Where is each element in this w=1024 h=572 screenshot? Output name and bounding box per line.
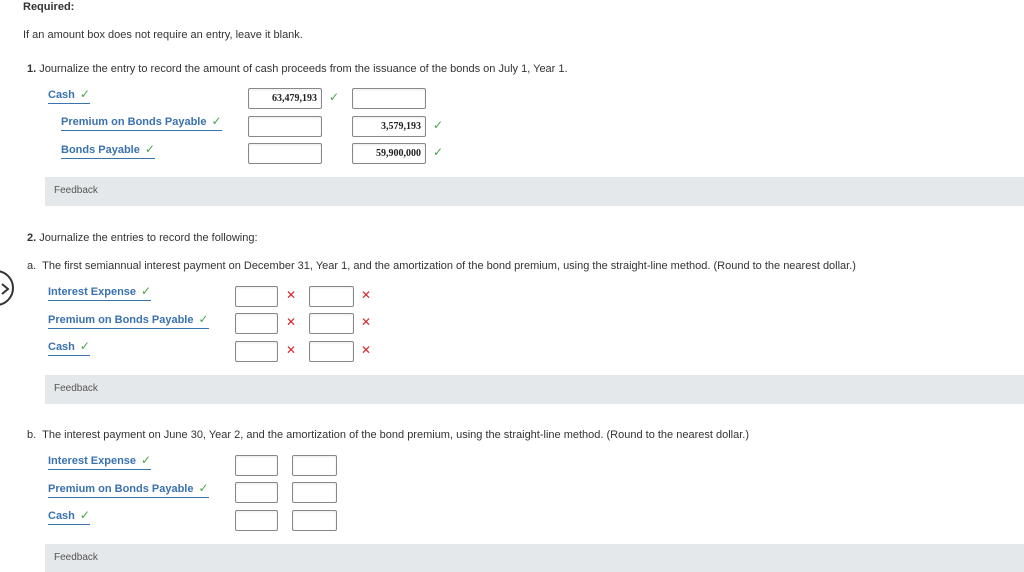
q2b-account-cash[interactable]: [48, 508, 90, 525]
account-label: Premium on Bonds Payable: [61, 116, 207, 128]
account-label: Cash: [48, 510, 75, 522]
q2b-interest-credit-input[interactable]: [292, 455, 337, 476]
x-mark-icon: ✕: [361, 315, 372, 329]
q1-premium-credit-input[interactable]: 3,579,193: [352, 116, 426, 137]
q2-text: Journalize the entries to record the following:: [39, 232, 258, 244]
q2b-premium-debit-input[interactable]: [235, 482, 278, 503]
q2b-letter: b.: [27, 429, 37, 441]
q2b-premium-credit-input[interactable]: [292, 482, 337, 503]
check-icon: ✓: [433, 145, 444, 159]
account-label: Interest Expense: [48, 455, 137, 467]
account-label: Cash: [48, 89, 75, 101]
q1-account-bonds-payable[interactable]: [61, 142, 155, 159]
x-mark-icon: ✕: [286, 343, 297, 357]
q1-feedback-panel[interactable]: [45, 177, 1024, 206]
q2a-premium-debit-input[interactable]: [235, 313, 278, 334]
x-mark-icon: ✕: [361, 343, 372, 357]
check-icon: ✓: [433, 118, 444, 132]
q1-prompt: [27, 63, 568, 75]
q2-number: 2.: [27, 232, 37, 244]
q2b-prompt: [27, 429, 749, 441]
check-icon: ✓: [79, 339, 90, 353]
chevron-right-icon: [0, 283, 10, 295]
q2b-feedback-panel[interactable]: [45, 544, 1024, 572]
q1-number: 1.: [27, 63, 37, 75]
q1-text: Journalize the entry to record the amount of cash proceeds from the issuance of the bonds on July 1, Year 1.: [39, 63, 568, 75]
q1-account-cash[interactable]: [48, 87, 90, 104]
check-icon: ✓: [144, 142, 155, 156]
q1-cash-credit-input[interactable]: [352, 88, 426, 109]
q2a-feedback-panel[interactable]: [45, 375, 1024, 404]
account-label: Premium on Bonds Payable: [48, 314, 194, 326]
required-label: Required:: [23, 1, 75, 13]
q2b-interest-debit-input[interactable]: [235, 455, 278, 476]
check-icon: ✓: [329, 90, 340, 104]
x-mark-icon: ✕: [361, 288, 372, 302]
feedback-label: Feedback: [54, 383, 98, 394]
q2a-letter: a.: [27, 260, 37, 272]
q2a-account-cash[interactable]: [48, 339, 90, 356]
nav-arrow-button[interactable]: [0, 270, 14, 306]
x-mark-icon: ✕: [286, 315, 297, 329]
account-label: Interest Expense: [48, 286, 137, 298]
q2-prompt: [27, 232, 258, 244]
q2a-interest-debit-input[interactable]: [235, 286, 278, 307]
q2a-interest-credit-input[interactable]: [309, 286, 354, 307]
q1-bonds-debit-input[interactable]: [248, 143, 322, 164]
feedback-label: Feedback: [54, 552, 98, 563]
q1-cash-debit-input[interactable]: 63,479,193: [248, 88, 322, 109]
x-mark-icon: ✕: [286, 288, 297, 302]
q1-account-premium[interactable]: [61, 114, 222, 131]
q2b-account-premium[interactable]: [48, 481, 209, 498]
account-label: Cash: [48, 341, 75, 353]
q2b-cash-credit-input[interactable]: [292, 510, 337, 531]
check-icon: ✓: [141, 284, 152, 298]
account-label: Bonds Payable: [61, 144, 140, 156]
q2b-text: The interest payment on June 30, Year 2, and the amortization of the bond premium, using the straight-line method. (Round to the nearest dollar.): [42, 429, 749, 441]
q2a-premium-credit-input[interactable]: [309, 313, 354, 334]
check-icon: ✓: [79, 87, 90, 101]
q2a-prompt: [27, 260, 856, 272]
instruction-text: If an amount box does not require an entry, leave it blank.: [23, 29, 303, 41]
q2a-account-premium[interactable]: [48, 312, 209, 329]
check-icon: ✓: [141, 453, 152, 467]
check-icon: ✓: [211, 114, 222, 128]
account-label: Premium on Bonds Payable: [48, 483, 194, 495]
check-icon: ✓: [198, 481, 209, 495]
feedback-label: Feedback: [54, 185, 98, 196]
q1-bonds-credit-input[interactable]: 59,900,000: [352, 143, 426, 164]
q2a-cash-debit-input[interactable]: [235, 341, 278, 362]
q2a-account-interest-expense[interactable]: [48, 284, 151, 301]
check-icon: ✓: [198, 312, 209, 326]
q2a-text: The first semiannual interest payment on December 31, Year 1, and the amortization of the bond premium, using the straight-line method. (Round to the nearest dollar.): [42, 260, 856, 272]
q1-premium-debit-input[interactable]: [248, 116, 322, 137]
check-icon: ✓: [79, 508, 90, 522]
q2b-account-interest-expense[interactable]: [48, 453, 151, 470]
q2a-cash-credit-input[interactable]: [309, 341, 354, 362]
q2b-cash-debit-input[interactable]: [235, 510, 278, 531]
